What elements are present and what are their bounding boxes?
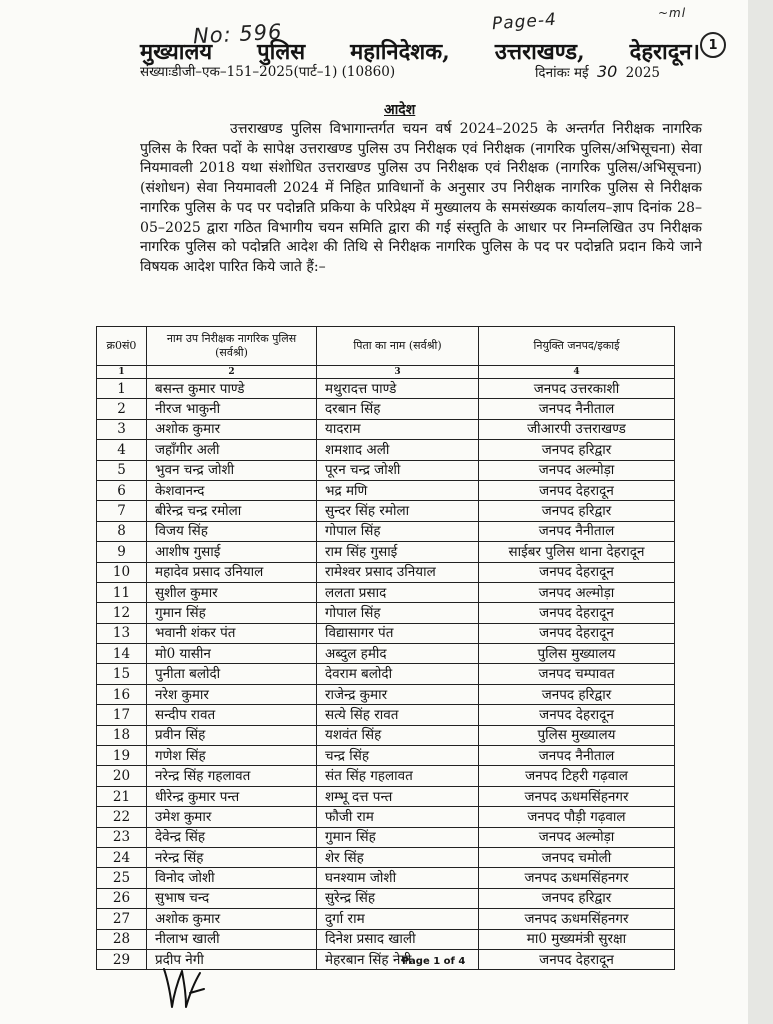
row-posting: जनपद देहरादून <box>479 603 675 623</box>
table-row <box>97 582 675 602</box>
row-officer-name: विनोद जोशी <box>147 868 317 888</box>
row-serial: 13 <box>97 623 147 643</box>
row-father-name: शेर सिंह <box>317 847 479 867</box>
row-posting: जनपद चमोली <box>479 847 675 867</box>
row-officer-name: जहाँगीर अली <box>147 440 317 460</box>
table-row <box>97 929 675 949</box>
row-father-name: मथुरादत्त पाण्डे <box>317 379 479 399</box>
circled-number: 1 <box>700 32 726 58</box>
table-row <box>97 888 675 908</box>
column-number: 2 <box>147 366 317 379</box>
row-officer-name: देवेन्द्र सिंह <box>147 827 317 847</box>
row-posting: जनपद चम्पावत <box>479 664 675 684</box>
row-posting: जनपद टिहरी गढ़वाल <box>479 766 675 786</box>
table-row <box>97 847 675 867</box>
row-serial: 6 <box>97 480 147 500</box>
table-row <box>97 542 675 562</box>
row-posting: जनपद अल्मोड़ा <box>479 460 675 480</box>
row-posting: पुलिस मुख्यालय <box>479 725 675 745</box>
row-officer-name: सुभाष चन्द <box>147 888 317 908</box>
row-serial: 11 <box>97 582 147 602</box>
table-row <box>97 725 675 745</box>
row-father-name: राजेन्द्र कुमार <box>317 684 479 704</box>
table-row <box>97 623 675 643</box>
row-serial: 5 <box>97 460 147 480</box>
order-date <box>531 62 660 81</box>
row-officer-name: उमेश कुमार <box>147 807 317 827</box>
row-serial: 4 <box>97 440 147 460</box>
row-posting: जनपद देहरादून <box>479 623 675 643</box>
row-officer-name: नीरज भाकुनी <box>147 399 317 419</box>
promotion-table <box>96 326 675 970</box>
row-officer-name: भवानी शंकर पंत <box>147 623 317 643</box>
header-posting: नियुक्ति जनपद/इकाई <box>479 327 675 366</box>
row-posting: जनपद पौड़ी गढ़वाल <box>479 807 675 827</box>
row-posting: जनपद अल्मोड़ा <box>479 827 675 847</box>
row-posting: जनपद उत्तरकाशी <box>479 379 675 399</box>
table-row <box>97 807 675 827</box>
row-officer-name: नीलाभ खाली <box>147 929 317 949</box>
table-row <box>97 379 675 399</box>
row-officer-name: विजय सिंह <box>147 521 317 541</box>
row-father-name: संत सिंह गहलावत <box>317 766 479 786</box>
row-officer-name: गणेश सिंह <box>147 746 317 766</box>
row-father-name: रामेश्वर प्रसाद उनियाल <box>317 562 479 582</box>
row-father-name: भद्र मणि <box>317 480 479 500</box>
row-posting: जनपद देहरादून <box>479 949 675 969</box>
row-officer-name: पुनीता बलोदी <box>147 664 317 684</box>
order-title: आदेश <box>384 102 416 118</box>
row-serial: 14 <box>97 644 147 664</box>
table-row <box>97 909 675 929</box>
letterhead-state: उत्तराखण्ड, <box>494 39 585 65</box>
row-serial: 26 <box>97 888 147 908</box>
row-posting: जीआरपी उत्तराखण्ड <box>479 419 675 439</box>
row-father-name: यादराम <box>317 419 479 439</box>
row-father-name: पूरन चन्द्र जोशी <box>317 460 479 480</box>
row-father-name: दिनेश प्रसाद खाली <box>317 929 479 949</box>
row-serial: 12 <box>97 603 147 623</box>
row-father-name: देवराम बलोदी <box>317 664 479 684</box>
table-row <box>97 440 675 460</box>
row-posting: जनपद अल्मोड़ा <box>479 582 675 602</box>
table-row <box>97 562 675 582</box>
handwritten-page-note: Page-4 <box>491 9 558 35</box>
row-serial: 22 <box>97 807 147 827</box>
row-officer-name: मो0 यासीन <box>147 644 317 664</box>
row-father-name: सुरेन्द्र सिंह <box>317 888 479 908</box>
table-body <box>97 379 675 970</box>
row-posting: जनपद नैनीताल <box>479 399 675 419</box>
table-row <box>97 419 675 439</box>
row-posting: जनपद देहरादून <box>479 480 675 500</box>
row-father-name: यशवंत सिंह <box>317 725 479 745</box>
table-row <box>97 460 675 480</box>
row-serial: 3 <box>97 419 147 439</box>
column-number: 3 <box>317 366 479 379</box>
table-row <box>97 786 675 806</box>
row-father-name: गोपाल सिंह <box>317 603 479 623</box>
handwritten-corner-note: ~ml <box>658 6 687 20</box>
row-posting: जनपद हरिद्वार <box>479 440 675 460</box>
row-serial: 27 <box>97 909 147 929</box>
row-father-name: गुमान सिंह <box>317 827 479 847</box>
row-serial: 25 <box>97 868 147 888</box>
row-serial: 18 <box>97 725 147 745</box>
letterhead-city: देहरादून। <box>629 39 700 65</box>
reference-number: संख्याःडीजी–एक–151–2025(पार्ट–1) (10860) <box>140 64 396 80</box>
row-officer-name: प्रवीन सिंह <box>147 725 317 745</box>
row-serial: 2 <box>97 399 147 419</box>
row-serial: 20 <box>97 766 147 786</box>
letterhead-police: पुलिस <box>257 39 306 65</box>
letterhead-office: मुख्यालय <box>140 39 213 65</box>
row-serial: 8 <box>97 521 147 541</box>
header-name: नाम उप निरीक्षक नागरिक पुलिस (सर्वश्री) <box>147 327 317 366</box>
row-officer-name: नरेन्द्र सिंह गहलावत <box>147 766 317 786</box>
row-officer-name: गुमान सिंह <box>147 603 317 623</box>
row-serial: 21 <box>97 786 147 806</box>
row-serial: 15 <box>97 664 147 684</box>
row-posting: मा0 मुख्यमंत्री सुरक्षा <box>479 929 675 949</box>
table-row <box>97 868 675 888</box>
row-serial: 17 <box>97 705 147 725</box>
row-posting: जनपद हरिद्वार <box>479 888 675 908</box>
date-day: 30 <box>596 62 618 81</box>
row-father-name: शम्भू दत्त पन्त <box>317 786 479 806</box>
row-father-name: दरबान सिंह <box>317 399 479 419</box>
row-father-name: मेहरबान सिंह नेगी <box>317 949 479 969</box>
column-number: 4 <box>479 366 675 379</box>
row-father-name: शमशाद अली <box>317 440 479 460</box>
table-row <box>97 480 675 500</box>
table-row <box>97 644 675 664</box>
row-officer-name: आशीष गुसाई <box>147 542 317 562</box>
row-father-name: सुन्दर सिंह रमोला <box>317 501 479 521</box>
row-father-name: फौजी राम <box>317 807 479 827</box>
row-officer-name: सन्दीप रावत <box>147 705 317 725</box>
row-officer-name: नरेन्द्र सिंह <box>147 847 317 867</box>
row-serial: 1 <box>97 379 147 399</box>
header-father: पिता का नाम (सर्वश्री) <box>317 327 479 366</box>
row-officer-name: प्रदीप नेगी <box>147 949 317 969</box>
row-father-name: अब्दुल हमीद <box>317 644 479 664</box>
letterhead-director-general: महानिदेशक, <box>350 39 450 65</box>
row-officer-name: नरेश कुमार <box>147 684 317 704</box>
table-row <box>97 501 675 521</box>
row-officer-name: महादेव प्रसाद उनियाल <box>147 562 317 582</box>
row-posting: जनपद नैनीताल <box>479 746 675 766</box>
row-serial: 29 <box>97 949 147 969</box>
row-posting: जनपद हरिद्वार <box>479 684 675 704</box>
scan-edge <box>748 0 773 1024</box>
row-serial: 23 <box>97 827 147 847</box>
row-serial: 24 <box>97 847 147 867</box>
table-row <box>97 746 675 766</box>
reference-line <box>140 62 660 81</box>
row-father-name: सत्ये सिंह रावत <box>317 705 479 725</box>
table-row <box>97 827 675 847</box>
row-posting: जनपद देहरादून <box>479 705 675 725</box>
table-row <box>97 766 675 786</box>
row-father-name: घनश्याम जोशी <box>317 868 479 888</box>
row-posting: जनपद नैनीताल <box>479 521 675 541</box>
row-father-name: चन्द्र सिंह <box>317 746 479 766</box>
table-row <box>97 399 675 419</box>
row-officer-name: बीरेन्द्र चन्द्र रमोला <box>147 501 317 521</box>
row-officer-name: धीरेन्द्र कुमार पन्त <box>147 786 317 806</box>
row-father-name: ललता प्रसाद <box>317 582 479 602</box>
row-officer-name: बसन्त कुमार पाण्डे <box>147 379 317 399</box>
row-posting: जनपद ऊधमसिंहनगर <box>479 786 675 806</box>
column-number: 1 <box>97 366 147 379</box>
table-row <box>97 603 675 623</box>
table-row <box>97 664 675 684</box>
table-row <box>97 521 675 541</box>
row-officer-name: केशवानन्द <box>147 480 317 500</box>
date-year: 2025 <box>625 65 660 81</box>
row-father-name: विद्यासागर पंत <box>317 623 479 643</box>
row-posting: जनपद ऊधमसिंहनगर <box>479 909 675 929</box>
row-serial: 10 <box>97 562 147 582</box>
row-officer-name: सुशील कुमार <box>147 582 317 602</box>
row-posting: पुलिस मुख्यालय <box>479 644 675 664</box>
date-label: दिनांकः मई <box>534 65 589 81</box>
row-officer-name: अशोक कुमार <box>147 909 317 929</box>
page-indicator: Page 1 of 4 <box>402 956 466 967</box>
row-posting: जनपद ऊधमसिंहनगर <box>479 868 675 888</box>
row-father-name: दुर्गा राम <box>317 909 479 929</box>
table-row <box>97 684 675 704</box>
row-posting: साईबर पुलिस थाना देहरादून <box>479 542 675 562</box>
order-body: उत्तराखण्ड पुलिस विभागान्तर्गत चयन वर्ष 2024–2025 के अन्तर्गत निरीक्षक नागरिक पुलिस के रिक्त पदों के सापेक्ष उत्तराखण्ड पुलिस उप निरीक्षक एवं निरीक्षक (नागरिक पुलिस/अभिसूचना) सेवा नियमावली 2018 यथा संशोधित उत्तराखण्ड पुलिस उप निरीक्षक एवं निरीक्षक (नागरिक पुलिस/अभिसूचना) (संशोधन) सेवा नियमावली 2024 में निहित प्राविधानों के अनुसार उप निरीक्षक नागरिक पुलिस से निरीक्षक नागरिक पुलिस के पद पर पदोन्नति प्रकिया के परिप्रेक्ष्य में मुख्यालय के समसंख्यक कार्यालय–ज्ञाप दिनांक 28–05–2025 द्वारा गठित विभागीय चयन समिति द्वारा की गई संस्तुति के आधार पर निम्नलिखित उप निरीक्षक नागरिक पुलिस को पदोन्नति आदेश की तिथि से निरीक्षक नागरिक पुलिस के पद पर पदोन्नति प्रदान किये जाने विषयक आदेश पारित किये जाते हैं:– <box>140 121 702 275</box>
row-posting: जनपद देहरादून <box>479 562 675 582</box>
row-serial: 7 <box>97 501 147 521</box>
row-serial: 9 <box>97 542 147 562</box>
row-serial: 28 <box>97 929 147 949</box>
row-serial: 16 <box>97 684 147 704</box>
row-father-name: राम सिंह गुसाई <box>317 542 479 562</box>
signature-mark <box>160 963 206 1011</box>
table-row <box>97 705 675 725</box>
row-father-name: गोपाल सिंह <box>317 521 479 541</box>
header-serial: क्र0सं0 <box>97 327 147 366</box>
row-serial: 19 <box>97 746 147 766</box>
row-officer-name: अशोक कुमार <box>147 419 317 439</box>
row-officer-name: भुवन चन्द्र जोशी <box>147 460 317 480</box>
handwritten-document-number: No: 596 <box>192 19 283 49</box>
row-posting: जनपद हरिद्वार <box>479 501 675 521</box>
